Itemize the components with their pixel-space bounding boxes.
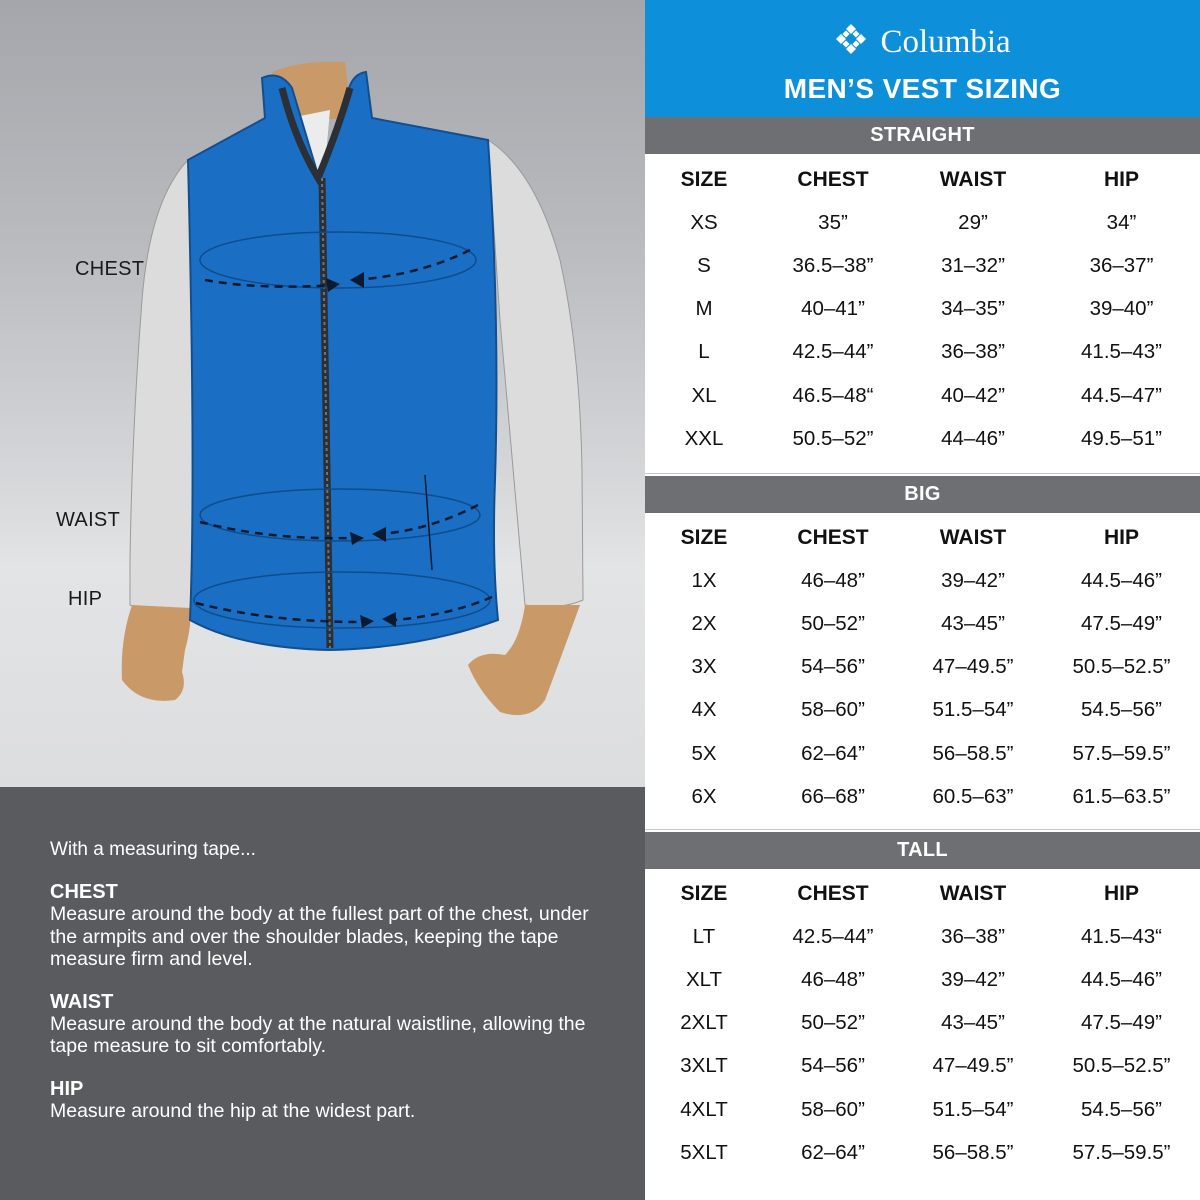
size-cell-waist: 43–45” [941, 611, 1005, 635]
size-cell-hip: 47.5–49” [1081, 611, 1162, 635]
waist-instruction-heading: WAIST [50, 990, 114, 1013]
table-row [645, 1002, 1200, 1045]
hip-instruction-heading: HIP [50, 1077, 84, 1100]
hip-instruction [50, 1078, 645, 1123]
size-cell-chest: 40–41” [801, 297, 865, 321]
table-row [645, 1088, 1200, 1131]
column-header-chest: CHEST [797, 525, 869, 549]
size-cell-hip: 57.5–59.5” [1072, 741, 1171, 765]
straight-size-table [645, 158, 1200, 460]
size-cell-waist: 29” [958, 210, 988, 234]
big-size-table [645, 516, 1200, 818]
table-row [645, 331, 1200, 374]
size-cell-hip: 50.5–52.5” [1072, 655, 1171, 679]
hip-label: HIP [68, 588, 103, 610]
size-cell-chest: 36.5–38” [792, 253, 874, 277]
size-cell-size: XS [690, 210, 718, 234]
size-cell-size: XLT [685, 967, 723, 991]
vest-body [188, 72, 498, 650]
section-divider [645, 473, 1200, 474]
size-cell-size: 2XLT [680, 1011, 728, 1035]
waist-label: WAIST [56, 509, 121, 531]
size-cell-hip: 41.5–43” [1081, 340, 1162, 364]
size-cell-waist: 51.5–54” [932, 1097, 1014, 1121]
instructions-intro: With a measuring tape... [50, 839, 256, 860]
size-cell-chest: 42.5–44” [792, 340, 874, 364]
size-chart-panel [645, 0, 1200, 1200]
brand-logo [645, 22, 1200, 61]
tall-size-table [645, 872, 1200, 1174]
size-cell-size: 2X [691, 611, 717, 635]
table-header-row [645, 516, 1200, 559]
size-cell-hip: 49.5–51” [1081, 426, 1162, 450]
size-cell-size: 3XLT [680, 1054, 728, 1078]
column-header-size: SIZE [680, 167, 728, 191]
chest-label: CHEST [75, 258, 145, 280]
size-cell-size: 5X [691, 741, 717, 765]
big-section-band: BIG [645, 476, 1200, 513]
size-cell-size: L [698, 340, 710, 364]
table-row [645, 646, 1200, 689]
size-cell-chest: 46–48” [801, 967, 865, 991]
waist-instruction-text: Measure around the body at the natural waistline, allowing the tape measure to sit comfortably. [50, 1012, 586, 1057]
size-cell-size: 6X [691, 784, 717, 808]
size-cell-hip: 61.5–63.5” [1072, 784, 1171, 808]
table-row [645, 244, 1200, 287]
size-cell-hip: 44.5–46” [1081, 568, 1162, 592]
size-cell-waist: 36–38” [941, 340, 1005, 364]
column-header-waist: WAIST [939, 881, 1007, 905]
size-cell-chest: 58–60” [801, 1097, 865, 1121]
size-cell-waist: 39–42” [941, 967, 1005, 991]
size-cell-size: M [695, 297, 713, 321]
table-row [645, 417, 1200, 460]
size-cell-waist: 31–32” [941, 253, 1005, 277]
table-row [645, 1045, 1200, 1088]
column-header-size: SIZE [680, 525, 728, 549]
section-divider [645, 829, 1200, 830]
size-cell-hip: 41.5–43“ [1081, 924, 1162, 948]
chest-instruction-text: Measure around the body at the fullest part of the chest, under the armpits and over the shoulder blades, keeping the tape measure firm and level. [50, 903, 589, 970]
size-cell-waist: 34–35” [941, 297, 1005, 321]
column-header-hip: HIP [1103, 881, 1139, 905]
size-cell-size: LT [692, 924, 716, 948]
chest-instruction-heading: CHEST [50, 881, 118, 903]
table-row [645, 958, 1200, 1001]
size-cell-chest: 62–64” [801, 1140, 865, 1164]
table-row [645, 775, 1200, 818]
column-header-waist: WAIST [939, 167, 1007, 191]
size-cell-waist: 56–58.5” [932, 1140, 1014, 1164]
size-cell-waist: 47–49.5” [932, 655, 1014, 679]
table-row [645, 288, 1200, 331]
column-header-hip: HIP [1103, 525, 1139, 549]
column-header-size: SIZE [680, 881, 728, 905]
brand-name: Columbia [880, 23, 1011, 60]
tall-section-band: TALL [645, 832, 1200, 869]
vest-illustration [0, 0, 645, 787]
table-row [645, 732, 1200, 775]
size-cell-chest: 50–52” [801, 611, 865, 635]
size-cell-size: XXL [684, 426, 724, 450]
measuring-instructions [0, 787, 645, 1200]
size-cell-chest: 46.5–48“ [792, 383, 874, 407]
size-cell-size: 3X [691, 655, 717, 679]
table-row [645, 559, 1200, 602]
column-header-chest: CHEST [797, 881, 869, 905]
size-cell-hip: 57.5–59.5” [1072, 1140, 1171, 1164]
size-cell-size: 1X [691, 568, 717, 592]
size-cell-size: 4X [691, 698, 717, 722]
size-cell-chest: 42.5–44” [792, 924, 874, 948]
size-cell-chest: 58–60” [801, 698, 865, 722]
size-cell-chest: 50–52” [801, 1011, 865, 1035]
columbia-diamond-logo-icon [834, 22, 868, 56]
straight-section-band: STRAIGHT [645, 117, 1200, 154]
size-cell-waist: 36–38” [941, 924, 1005, 948]
size-cell-hip: 36–37” [1089, 253, 1154, 277]
table-row [645, 689, 1200, 732]
chart-header [645, 0, 1200, 117]
size-cell-chest: 54–56” [801, 1054, 865, 1078]
size-cell-chest: 54–56” [801, 655, 865, 679]
size-cell-hip: 44.5–46” [1081, 967, 1162, 991]
size-cell-chest: 66–68” [801, 784, 865, 808]
size-cell-waist: 40–42” [941, 383, 1005, 407]
size-cell-hip: 50.5–52.5” [1072, 1054, 1171, 1078]
size-cell-waist: 56–58.5” [932, 741, 1014, 765]
table-row [645, 915, 1200, 958]
size-cell-hip: 54.5–56” [1081, 1097, 1162, 1121]
vest-figure-svg [0, 0, 645, 787]
size-cell-hip: 44.5–47” [1081, 383, 1162, 407]
hip-instruction-text: Measure around the hip at the widest part. [50, 1099, 416, 1122]
size-cell-chest: 50.5–52” [792, 426, 874, 450]
column-header-hip: HIP [1103, 167, 1139, 191]
column-header-chest: CHEST [797, 167, 869, 191]
table-header-row [645, 158, 1200, 201]
size-cell-hip: 34” [1106, 210, 1137, 234]
table-row [645, 602, 1200, 645]
size-cell-waist: 43–45” [941, 1011, 1005, 1035]
size-cell-size: S [697, 253, 711, 277]
size-cell-size: 4XLT [680, 1097, 728, 1121]
size-cell-hip: 47.5–49” [1081, 1011, 1162, 1035]
size-cell-waist: 44–46” [941, 426, 1005, 450]
size-cell-size: 5XLT [680, 1140, 728, 1164]
table-row [645, 374, 1200, 417]
size-cell-waist: 47–49.5” [932, 1054, 1014, 1078]
chart-title: MEN’S VEST SIZING [783, 73, 1062, 104]
size-cell-waist: 51.5–54” [932, 698, 1014, 722]
size-cell-chest: 46–48” [801, 568, 865, 592]
size-cell-size: XL [691, 383, 717, 407]
size-cell-hip: 54.5–56” [1081, 698, 1162, 722]
size-cell-waist: 60.5–63” [932, 784, 1014, 808]
waist-instruction [50, 991, 645, 1058]
size-cell-chest: 35” [818, 210, 848, 234]
column-header-waist: WAIST [939, 525, 1007, 549]
right-sleeve [488, 140, 583, 607]
size-cell-chest: 62–64” [801, 741, 865, 765]
table-row [645, 1131, 1200, 1174]
left-hand [122, 605, 191, 701]
table-header-row [645, 872, 1200, 915]
chest-instruction [50, 881, 645, 971]
size-cell-waist: 39–42” [941, 568, 1005, 592]
table-row [645, 201, 1200, 244]
size-cell-hip: 39–40” [1089, 297, 1154, 321]
